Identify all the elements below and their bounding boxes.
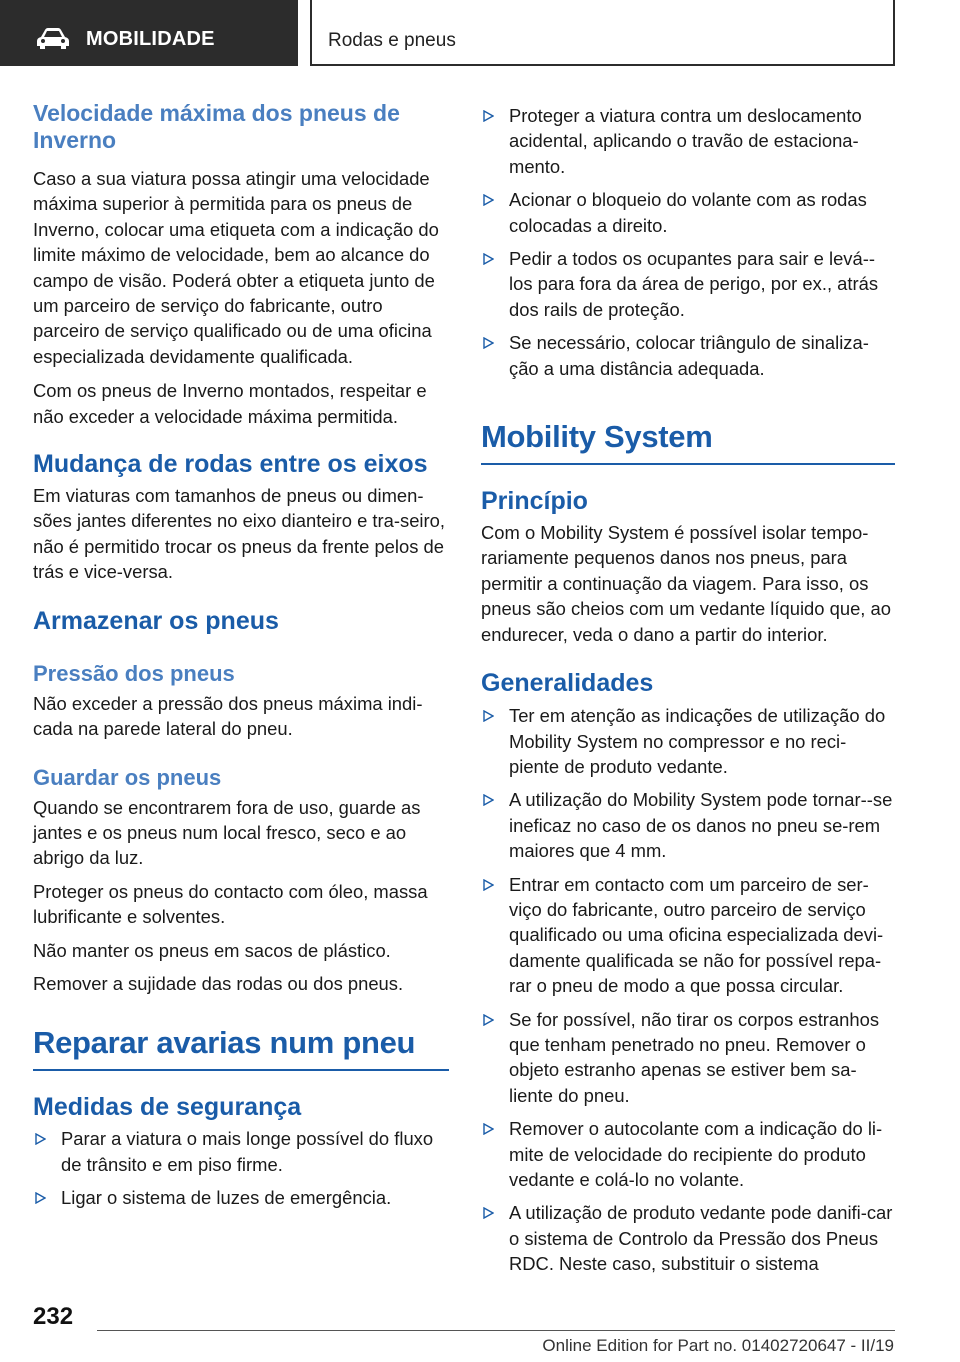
footer-divider — [97, 1330, 895, 1331]
left-column — [33, 100, 449, 1211]
triangle-bullet-icon — [483, 1207, 494, 1219]
heading-general: Generalidades — [481, 669, 654, 698]
paragraph: Quando se encontrarem fora de uso, guarde as jantes e os pneus num local fresco, seco e ao abrigo da luz. — [33, 796, 421, 869]
section-label: MOBILIDADE — [86, 28, 215, 50]
list-item: Se for possível, não tirar os corpos estranhos que tenham penetrado no pneu. Remover o objeto estranho apenas se estiver bem sa-liente do pneu. — [481, 1007, 895, 1109]
paragraph: Em viaturas com tamanhos de pneus ou dimen-sões jantes diferentes no eixo dianteiro e tra-seiro, não é permitido trocar os pneus da frente pelos de trás e vice-versa. — [33, 485, 445, 583]
paragraph: Com o Mobility System é possível isolar tempo-rariamente pequenos danos nos pneus, para permitir a continuação da viagem. Para isso, os pneus são cheios com um vedante líquido que, ao endurecer, veda o dano a partir do interior. — [481, 522, 891, 645]
list-item: Entrar em contacto com um parceiro de ser-viço do fabricante, outro parceiro de serviço qualificado ou uma oficina especializada devi-damente qualificada se não for possível repa-rar o pneu de modo a que possa circular. — [481, 872, 895, 999]
triangle-bullet-icon — [483, 1123, 494, 1135]
paragraph: Não exceder a pressão dos pneus máxima indi-cada na parede lateral do pneu. — [33, 692, 423, 740]
triangle-bullet-icon — [483, 1014, 494, 1026]
list-item: Remover o autocolante com a indicação do li-mite de velocidade do recipiente do produto vedante e colá-lo no volante. — [481, 1116, 895, 1192]
paragraph: Caso a sua viatura possa atingir uma velocidade máxima superior à permitida para os pneus de Inverno, colocar uma etiqueta com a indicação do limite máximo de velocidade, bem ao alcance do campo de visão. Poderá obter a etiqueta junto de um parceiro de serviço do fabricante, outro parceiro de serviço qualificado ou de uma oficina especializada devidamente qualificada. — [33, 168, 439, 367]
paragraph: Proteger os pneus do contacto com óleo, massa lubrificante e solventes. — [33, 880, 428, 928]
general-list — [481, 703, 895, 1277]
heading-mobility-system: Mobility System — [481, 417, 895, 465]
heading-repair-tyre: Reparar avarias num pneu — [33, 1023, 449, 1071]
heading-tyre-pressure: Pressão dos pneus — [33, 660, 235, 686]
list-item: Proteger a viatura contra um deslocamento acidental, aplicando o travão de estaciona-mento. — [481, 103, 895, 179]
page-title-box — [310, 0, 895, 66]
triangle-bullet-icon — [483, 794, 494, 806]
triangle-bullet-icon — [35, 1133, 46, 1145]
car-icon — [36, 27, 70, 51]
page-title: Rodas e pneus — [328, 30, 456, 51]
heading-principle: Princípio — [481, 487, 588, 516]
heading-axle-swap: Mudança de rodas entre os eixos — [33, 450, 428, 479]
heading-winter-speed: Velocidade máxima dos pneus de Inverno — [33, 100, 400, 153]
right-column — [481, 100, 895, 1277]
triangle-bullet-icon — [483, 253, 494, 265]
paragraph: Com os pneus de Inverno montados, respeitar e não exceder a velocidade máxima permitida. — [33, 380, 427, 427]
list-item: Ligar o sistema de luzes de emergência. — [33, 1185, 449, 1210]
page-header — [0, 0, 960, 66]
triangle-bullet-icon — [483, 710, 494, 722]
heading-safety: Medidas de segurança — [33, 1093, 302, 1122]
triangle-bullet-icon — [483, 879, 494, 891]
section-tab — [0, 0, 298, 66]
paragraph: Não manter os pneus em sacos de plástico. — [33, 939, 391, 961]
list-item: Acionar o bloqueio do volante com as rodas colocadas a direito. — [481, 187, 895, 238]
list-item: Ter em atenção as indicações de utilização do Mobility System no compressor e no reci-piente de produto vedante. — [481, 703, 895, 779]
list-item: A utilização do Mobility System pode tornar--se ineficaz no caso de os danos no pneu se-rem maiores que 4 mm. — [481, 787, 895, 863]
heading-store-tyres: Armazenar os pneus — [33, 606, 279, 635]
heading-keep-tyres: Guardar os pneus — [33, 764, 222, 790]
list-item: Parar a viatura o mais longe possível do fluxo de trânsito e em piso firme. — [33, 1126, 449, 1177]
triangle-bullet-icon — [35, 1192, 46, 1204]
triangle-bullet-icon — [483, 110, 494, 122]
list-item: A utilização de produto vedante pode danifi-car o sistema de Controlo da Pressão dos Pneus RDC. Neste caso, substituir o sistema — [481, 1200, 895, 1276]
edition-note: Online Edition for Part no. 01402720647 - II/19 — [542, 1336, 894, 1355]
list-item: Pedir a todos os ocupantes para sair e levá--los para fora da área de perigo, por ex., atrás dos rails de proteção. — [481, 246, 895, 322]
safety-list-continued — [481, 103, 895, 381]
page-number: 232 — [33, 1303, 74, 1330]
safety-list — [33, 1126, 449, 1210]
list-item: Se necessário, colocar triângulo de sinaliza-ção a uma distância adequada. — [481, 330, 895, 381]
triangle-bullet-icon — [483, 337, 494, 349]
triangle-bullet-icon — [483, 194, 494, 206]
paragraph: Remover a sujidade das rodas ou dos pneus. — [33, 972, 404, 994]
